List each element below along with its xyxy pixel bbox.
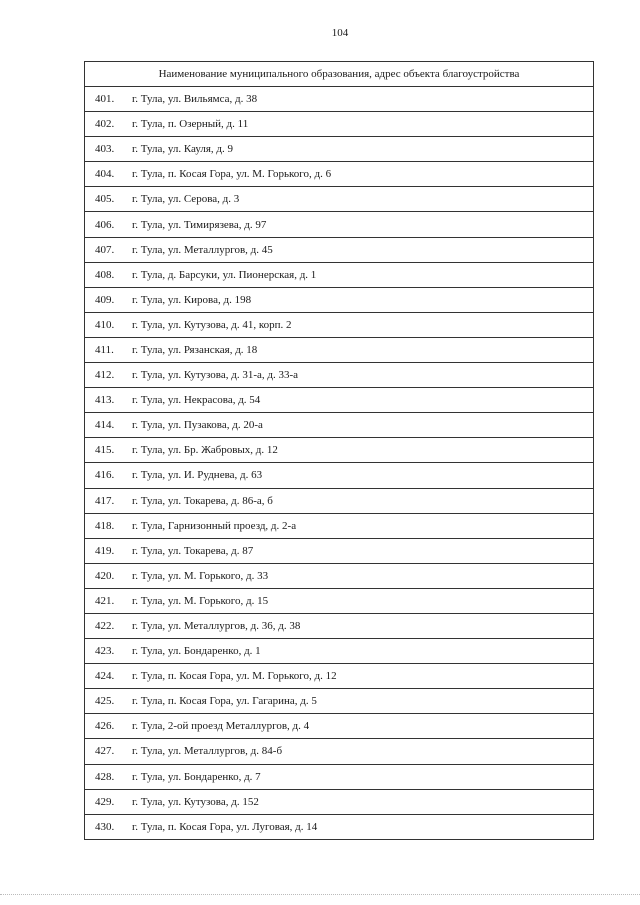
address-cell [85, 388, 594, 413]
address-text: г. Тула, п. Косая Гора, ул. Гагарина, д. 5 [132, 695, 317, 708]
address-text: г. Тула, ул. Кутузова, д. 152 [132, 795, 259, 808]
row-number: 421. [95, 594, 115, 607]
address-text: г. Тула, ул. Бондаренко, д. 1 [132, 645, 261, 658]
row-number: 415. [95, 444, 115, 457]
address-text: г. Тула, п. Озерный, д. 11 [132, 118, 249, 131]
table-row [85, 137, 594, 162]
address-cell [85, 237, 594, 262]
row-number: 414. [95, 419, 115, 432]
row-number: 425. [95, 695, 115, 708]
address-text: г. Тула, ул. М. Горького, д. 15 [132, 594, 269, 607]
table-body [85, 87, 594, 840]
address-text: г. Тула, ул. Бондаренко, д. 7 [132, 770, 261, 783]
address-cell [85, 613, 594, 638]
column-header: Наименование муниципального образования, адрес объекта благоустройства [85, 62, 594, 87]
row-number: 401. [95, 93, 115, 106]
table-row [85, 112, 594, 137]
table-row [85, 162, 594, 187]
address-cell [85, 337, 594, 362]
row-number: 423. [95, 645, 115, 658]
address-cell [85, 363, 594, 388]
address-text: г. Тула, п. Косая Гора, ул. Луговая, д. 14 [132, 820, 318, 833]
table-row [85, 814, 594, 839]
table-row [85, 613, 594, 638]
table-row [85, 664, 594, 689]
address-cell [85, 438, 594, 463]
address-table [84, 61, 594, 840]
address-cell [85, 312, 594, 337]
address-cell [85, 563, 594, 588]
row-number: 430. [95, 820, 115, 833]
address-text: г. Тула, ул. Токарева, д. 86-а, б [132, 494, 273, 507]
address-text: г. Тула, ул. Металлургов, д. 45 [132, 243, 273, 256]
address-text: г. Тула, ул. Кауля, д. 9 [132, 143, 234, 156]
address-cell [85, 112, 594, 137]
row-number: 419. [95, 544, 115, 557]
table-row [85, 714, 594, 739]
address-cell [85, 588, 594, 613]
row-number: 428. [95, 770, 115, 783]
row-number: 412. [95, 369, 115, 382]
address-text: г. Тула, ул. Кутузова, д. 31-а, д. 33-а [132, 369, 299, 382]
address-cell [85, 87, 594, 112]
table-row [85, 438, 594, 463]
row-number: 424. [95, 670, 115, 683]
page-number: 104 [331, 27, 349, 39]
address-text: г. Тула, ул. Металлургов, д. 84-б [132, 745, 283, 758]
table-row [85, 413, 594, 438]
address-cell [85, 714, 594, 739]
address-cell [85, 463, 594, 488]
address-cell [85, 287, 594, 312]
table-row [85, 388, 594, 413]
address-cell [85, 538, 594, 563]
address-text: г. Тула, ул. Кирова, д. 198 [132, 293, 252, 306]
table-row [85, 87, 594, 112]
address-cell [85, 212, 594, 237]
row-number: 426. [95, 720, 115, 733]
address-text: г. Тула, ул. Бр. Жабровых, д. 12 [132, 444, 278, 457]
table-row [85, 463, 594, 488]
row-number: 405. [95, 193, 115, 206]
address-cell [85, 814, 594, 839]
row-number: 411. [95, 343, 114, 356]
address-text: г. Тула, ул. М. Горького, д. 33 [132, 569, 269, 582]
row-number: 416. [95, 469, 115, 482]
address-cell [85, 488, 594, 513]
row-number: 404. [95, 168, 115, 181]
table-row [85, 513, 594, 538]
table-row [85, 488, 594, 513]
row-number: 410. [95, 318, 115, 331]
address-cell [85, 739, 594, 764]
table-row [85, 287, 594, 312]
row-number: 427. [95, 745, 115, 758]
address-text: г. Тула, д. Барсуки, ул. Пионерская, д. 1 [132, 268, 317, 281]
address-cell [85, 513, 594, 538]
table-row [85, 538, 594, 563]
table-row [85, 689, 594, 714]
address-cell [85, 664, 594, 689]
row-number: 420. [95, 569, 115, 582]
table-header-row [85, 62, 594, 87]
table-row [85, 739, 594, 764]
address-text: г. Тула, ул. Металлургов, д. 36, д. 38 [132, 620, 301, 633]
address-cell [85, 639, 594, 664]
address-text: г. Тула, ул. И. Руднева, д. 63 [132, 469, 263, 482]
address-cell [85, 262, 594, 287]
address-text: г. Тула, ул. Токарева, д. 87 [132, 544, 254, 557]
table-row [85, 262, 594, 287]
address-cell [85, 137, 594, 162]
address-text: г. Тула, ул. Вильямса, д. 38 [132, 93, 258, 106]
row-number: 429. [95, 795, 115, 808]
table-row [85, 789, 594, 814]
table-row [85, 312, 594, 337]
page-bottom-margin [0, 894, 640, 898]
table-row [85, 639, 594, 664]
address-cell [85, 764, 594, 789]
row-number: 408. [95, 268, 115, 281]
address-text: г. Тула, ул. Некрасова, д. 54 [132, 394, 261, 407]
row-number: 407. [95, 243, 115, 256]
address-text: г. Тула, п. Косая Гора, ул. М. Горького, д. 12 [132, 670, 337, 683]
address-cell [85, 689, 594, 714]
table-row [85, 563, 594, 588]
address-text: г. Тула, ул. Пузакова, д. 20-а [132, 419, 263, 432]
table-row [85, 237, 594, 262]
row-number: 422. [95, 620, 115, 633]
row-number: 413. [95, 394, 115, 407]
address-cell [85, 789, 594, 814]
table-row [85, 764, 594, 789]
row-number: 418. [95, 519, 115, 532]
row-number: 402. [95, 118, 115, 131]
row-number: 403. [95, 143, 115, 156]
table-row [85, 337, 594, 362]
address-cell [85, 413, 594, 438]
address-text: г. Тула, ул. Тимирязева, д. 97 [132, 218, 267, 231]
address-text: г. Тула, Гарнизонный проезд, д. 2-а [132, 519, 297, 532]
address-cell [85, 187, 594, 212]
row-number: 406. [95, 218, 115, 231]
address-text: г. Тула, ул. Серова, д. 3 [132, 193, 240, 206]
row-number: 409. [95, 293, 115, 306]
address-text: г. Тула, 2-ой проезд Металлургов, д. 4 [132, 720, 310, 733]
address-text: г. Тула, ул. Рязанская, д. 18 [132, 343, 258, 356]
table-row [85, 363, 594, 388]
row-number: 417. [95, 494, 115, 507]
table-row [85, 212, 594, 237]
address-text: г. Тула, ул. Кутузова, д. 41, корп. 2 [132, 318, 292, 331]
address-text: г. Тула, п. Косая Гора, ул. М. Горького, д. 6 [132, 168, 332, 181]
table-row [85, 187, 594, 212]
table-row [85, 588, 594, 613]
address-cell [85, 162, 594, 187]
